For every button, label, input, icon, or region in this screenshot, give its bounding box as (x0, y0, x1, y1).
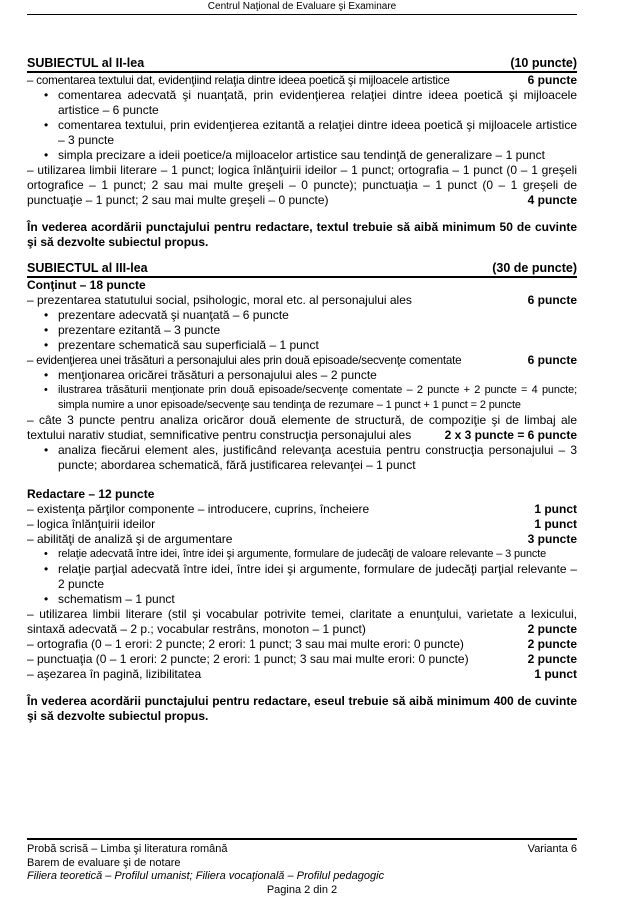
section-3-points: (30 de puncte) (492, 261, 577, 275)
bullet-item (27, 443, 577, 473)
bullet-text: comentarea adecvată şi nuanţată, prin evidenţierea relaţiei dintre ideea poetică şi mijloacele artistice – 6 puncte (58, 88, 577, 117)
rubric-text: – utilizarea limbii literare (stil şi vocabular potrivite temei, claritate a enunţului, varietate a lexicului, sintaxă adecvată – 2 p.; vocabular restrâns, monoton – 1 punct) (27, 607, 577, 636)
rubric-line-utilizarea (27, 607, 577, 637)
bullet-item (27, 148, 577, 163)
bullet-item (27, 562, 577, 592)
rubric-line-logica (27, 517, 577, 532)
rubric-text: – evidenţierea unei trăsături a personajului ales prin două episoade/secvenţe comentate (27, 354, 462, 367)
score-value: 2 puncte (527, 652, 577, 666)
rubric-line-ortografia (27, 637, 577, 652)
bullet-item (27, 118, 577, 148)
page-footer (27, 838, 577, 897)
bullet-text: relaţie adecvată între idei, între idei şi argumente, formulare de judecăţi de valoare relevante – 3 puncte (58, 548, 547, 560)
score-value: 1 punct (534, 667, 577, 681)
footer-variant: Varianta 6 (527, 843, 577, 855)
rubric-text: – ortografia (0 – 1 erori: 2 puncte; 2 erori: 1 punct; 3 sau mai multe erori: 0 puncte) (27, 637, 464, 651)
score-value: 1 punct (534, 502, 577, 516)
rubric-text: – prezentarea statutului social, psihologic, moral etc. al personajului ales (27, 293, 412, 307)
score-value: 2 puncte (527, 622, 577, 636)
bullet-text: prezentare adecvată şi nuanţată – 6 puncte (58, 308, 289, 322)
rubric-text: – câte 3 puncte pentru analiza oricăror două elemente de structură, de compoziţie şi de limbaj ale textului narativ studiat, semnificative pentru construcţia personajului ales (27, 413, 577, 442)
bullet-item (27, 338, 577, 353)
score-value: 2 x 3 puncte = 6 puncte (444, 428, 577, 442)
bullet-text: relaţie parţial adecvată între idei, între idei şi argumente, formulare de judecăţi parţial relevante – 2 puncte (58, 562, 577, 591)
footer-row-1 (27, 843, 577, 857)
bullet-item (27, 547, 577, 562)
rubric-text: – logica înlănţuirii ideilor (27, 517, 156, 531)
bullet-item (27, 383, 577, 413)
continut-heading: Conţinut – 18 puncte (27, 278, 146, 292)
bullet-text: ilustrarea trăsăturii menţionate prin două episoade/secvenţe comentate – 2 puncte + 2 puncte = 4 puncte; simpla numire a unor episoade/secvenţe sau tendinţa de rezumare – 1 punct + 1 punct = 2 puncte (58, 384, 577, 411)
section-2-points: (10 puncte) (510, 56, 577, 70)
rubric-text: – existenţa părţilor componente – introducere, cuprins, încheiere (27, 502, 370, 516)
bullet-text: menţionarea oricărei trăsături a personajului ales – 2 puncte (58, 368, 377, 382)
rubric-line-analiza (27, 413, 577, 443)
footer-filiera-line: Filiera teoretică – Profilul umanist; Filiera vocaţională – Profilul pedagogic (27, 870, 385, 882)
bullet-text: schematism – 1 punct (58, 592, 175, 606)
bullet-text: analiza fiecărui element ales, justificând relevanţa acestuia pentru construcţia personajului – 3 puncte; abordarea schematică, fără justificarea relevanţei – 1 punct (58, 443, 577, 472)
bullet-text: prezentare schematică sau superficială – 1 punct (58, 338, 319, 352)
doc-header-title: Centrul Naţional de Evaluare şi Examinare (207, 1, 397, 12)
bullet-text: prezentare ezitantă – 3 puncte (58, 323, 221, 337)
rubric-line-existenta (27, 502, 577, 517)
rubric-line-punctuatia (27, 652, 577, 667)
rubric-line-asezarea (27, 667, 577, 682)
bullet-text: comentarea textului, prin evidenţierea ezitantă a relaţiei dintre ideea poetică şi mijloacele artistice – 3 puncte (58, 118, 577, 147)
note-redactare-400: În vederea acordării punctajului pentru redactare, eseul trebuie să aibă minimum 400 de cuvinte şi să dezvolte subiectul propus. (27, 694, 577, 723)
section-3-heading (27, 261, 577, 278)
doc-header (27, 0, 577, 15)
rubric-line-evidentierea (27, 353, 577, 368)
bullet-item (27, 368, 577, 383)
section-3-title: SUBIECTUL al III-lea (27, 261, 148, 275)
score-value: 2 puncte (527, 637, 577, 651)
rubric-text: – punctuaţia (0 – 1 erori: 2 puncte; 2 erori: 1 punct; 3 sau mai multe erori: 0 puncte) (27, 652, 469, 666)
rubric-text: – comentarea textului dat, evidenţiind relaţia dintre ideea poetică şi mijloacele artistice (27, 74, 450, 87)
section-2-heading (27, 56, 577, 73)
redactare-heading: Redactare – 12 puncte (27, 487, 155, 501)
rubric-line-prezentarea (27, 293, 577, 308)
rubric-text: – aşezarea în pagină, lizibilitatea (27, 667, 202, 681)
bullet-item (27, 308, 577, 323)
bullet-item (27, 592, 577, 607)
rubric-line-limba (27, 163, 577, 208)
rubric-line-abilitati (27, 532, 577, 547)
rubric-text: – abilităţi de analiză şi de argumentare (27, 532, 233, 546)
bullet-item (27, 323, 577, 338)
score-value: 6 puncte (527, 293, 577, 307)
footer-page-label: Pagina 2 din 2 (266, 883, 338, 896)
bullet-text: simpla precizare a ideii poetice/a mijloacelor artistice sau tendinţă de generalizare – 1 punct (58, 148, 545, 162)
score-value: 6 puncte (527, 73, 577, 87)
note-redactare-50: În vederea acordării punctajului pentru redactare, textul trebuie să aibă minimum 50 de cuvinte şi să dezvolte subiectul propus. (27, 220, 577, 249)
score-value: 4 puncte (527, 193, 577, 207)
document-content (27, 0, 577, 724)
score-value: 6 puncte (527, 353, 577, 367)
footer-exam-name: Probă scrisă – Limba şi literatura română (27, 843, 228, 855)
bullet-item (27, 88, 577, 118)
section-2-title: SUBIECTUL al II-lea (27, 56, 145, 70)
score-value: 1 punct (534, 517, 577, 531)
rubric-line-comentarea (27, 73, 577, 88)
rubric-text: – utilizarea limbii literare – 1 punct; logica înlănţuirii ideilor – 1 punct; ortografia – 1 punct (0 – 1 greşeli ortografice – 1 punct; 2 sau mai multe greşeli – 0 puncte); punctuaţia – 1 punct (0 – 1 greşeli de punctuaţie – 1 punct; 2 sau mai multe greşeli – 0 puncte) (27, 163, 577, 207)
score-value: 3 puncte (527, 532, 577, 546)
footer-barem-line: Barem de evaluare şi de notare (27, 856, 181, 869)
